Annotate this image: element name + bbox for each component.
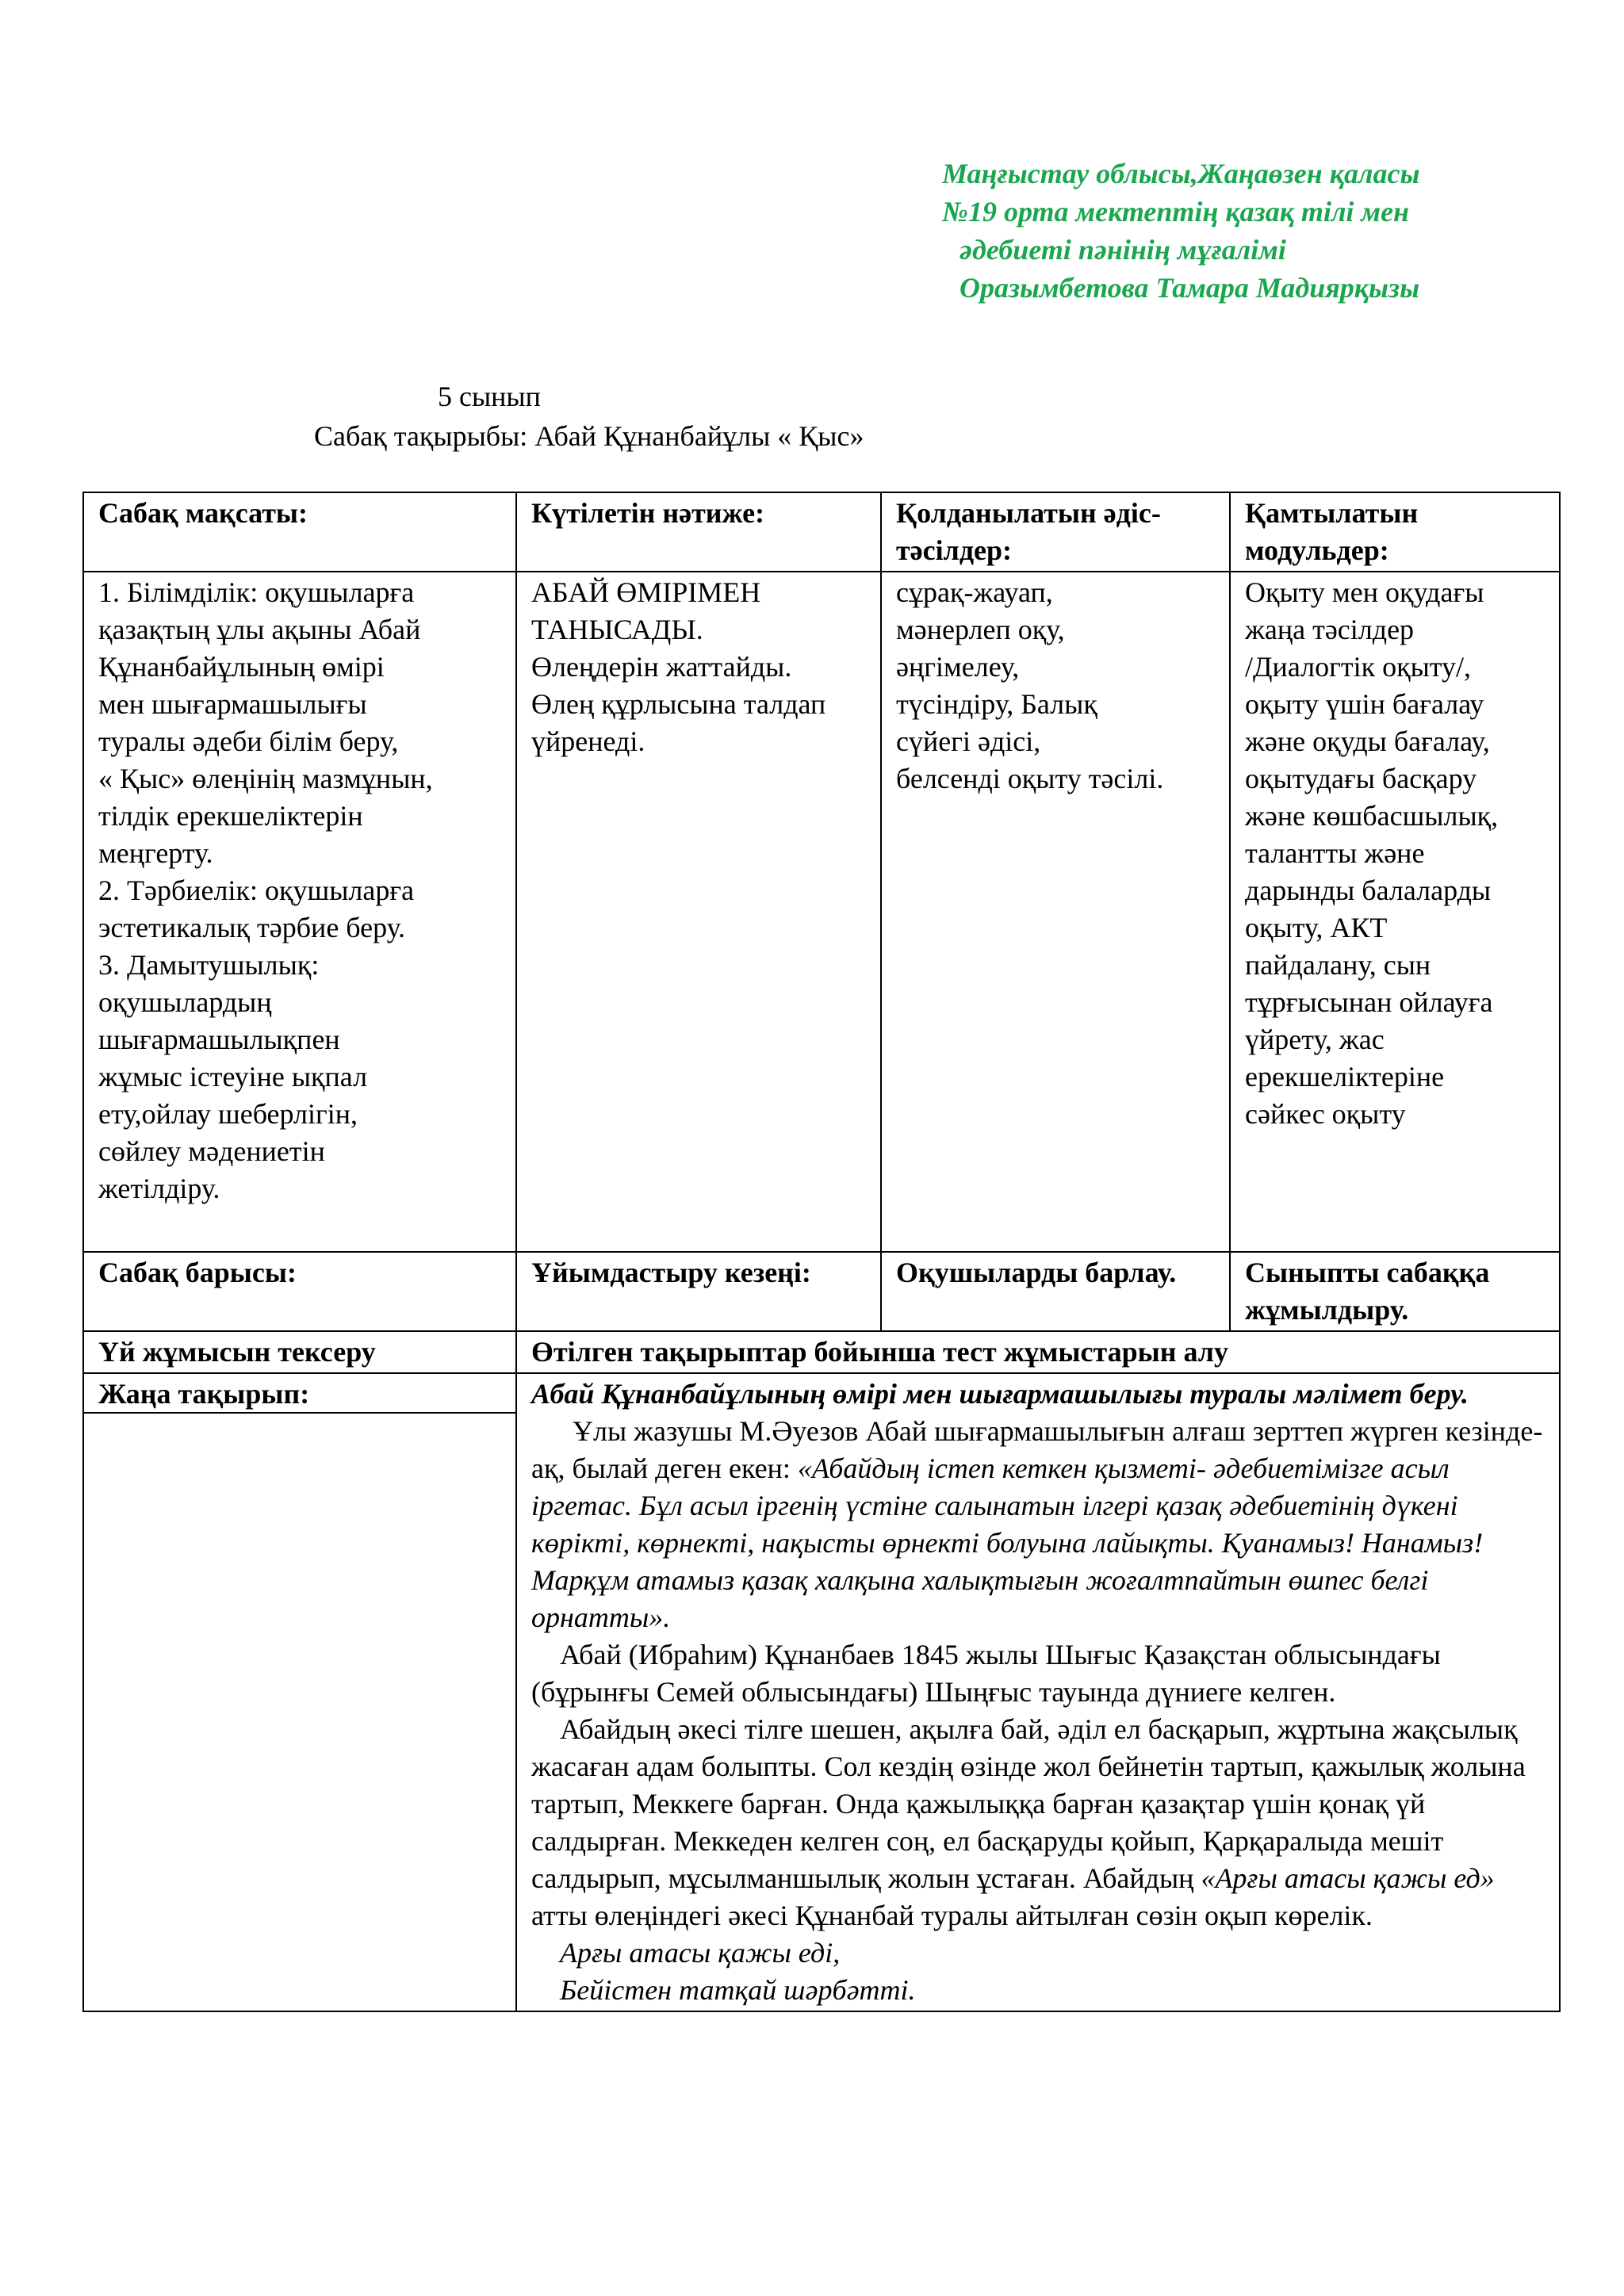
goal-line: 1. Білімділік: оқушыларға [98, 576, 415, 608]
goal-line: жетілдіру. [98, 1173, 220, 1204]
homework-text: Өтілген тақырыптар бойынша тест жұмыстарын алу [516, 1331, 1560, 1373]
goal-line: 2. Тәрбиелік: оқушыларға [98, 874, 415, 906]
goal-line: шығармашылықпен [98, 1024, 340, 1055]
module-line: ерекшеліктеріне [1245, 1061, 1445, 1093]
homework-label: Үй жұмысын тексеру [83, 1331, 516, 1373]
goal-line: « Қыс» өлеңінің мазмұнын, [98, 763, 433, 794]
lesson-topic: Сабақ тақырыбы: Абай Құнанбайұлы « Қыс» [314, 420, 864, 452]
header-modules: Қамтылатын модульдер: [1230, 492, 1560, 572]
author-header [942, 155, 1576, 307]
goal-line: Құнанбайұлының өмірі [98, 651, 385, 683]
module-line: үйрету, жас [1245, 1024, 1385, 1055]
result-line: Өлең құрлысына талдап [531, 688, 826, 720]
module-line: /Диалогтік оқыту/, [1245, 651, 1472, 683]
new-topic-content [516, 1373, 1560, 2011]
new-topic-label: Жаңа тақырып: [84, 1374, 515, 1414]
paragraph-father-text: Абайдың әкесі тілге шешен, ақылға бай, әділ ел басқарып, жұртына жақсылық жасаған адам болыпты. Сол кездің өзінде жол бейнетін тартып, қажылық жолына тартып, Меккеге барған. Онда қажылыққа барған қазақтар үшін қонақ үй салдырған. Меккеден келген соң, ел басқаруды қойып, Қарқаралыда мешіт салдырып, мұсылманшылық жолын ұстаған. Абайдың [531, 1713, 1526, 1894]
goals-cell [83, 572, 516, 1252]
poem-title: «Арғы атасы қажы ед» [1201, 1862, 1495, 1894]
module-line: дарынды балаларды [1245, 874, 1492, 906]
goal-line: туралы әдеби білім беру, [98, 725, 399, 757]
method-line: сұрақ-жауап, [896, 576, 1053, 608]
result-line: ТАНЫСАДЫ. [531, 614, 703, 645]
verse-line: Арғы атасы қажы еді, [560, 1937, 841, 1969]
homework-row [83, 1331, 1560, 1373]
method-line: белсенді оқыту тәсілі. [896, 763, 1164, 794]
goal-line: жұмыс істеуіне ықпал [98, 1061, 368, 1093]
header-line-teacher: Оразымбетова Тамара Мадиярқызы [959, 272, 1420, 304]
module-line: және оқуды бағалау, [1245, 725, 1490, 757]
module-line: оқытудағы басқару [1245, 763, 1477, 794]
module-line: жаңа тәсілдер [1245, 614, 1415, 645]
verse-line: Бейістен татқай шәрбәтті. [560, 1974, 916, 2006]
new-topic-row [83, 1373, 1560, 2011]
paragraph-auezov-text: Ұлы жазушы М.Әуезов Абай шығармашылығын алғаш зерттеп жүрген кезінде-ақ, былай деген екен: [531, 1415, 1543, 1484]
goal-line: тілдік ерекшеліктерін [98, 800, 363, 832]
module-line: тұрғысынан ойлауға [1245, 986, 1493, 1018]
goal-line: сөйлеу мәдениетін [98, 1135, 325, 1167]
modules-cell [1230, 572, 1560, 1252]
course-organization: Ұйымдастыру кезеңі: [516, 1252, 881, 1331]
paragraph-birth: Абай (Ибраһим) Құнанбаев 1845 жылы Шығыс Қазақстан облысындағы (бұрынғы Семей облысындағы) Шыңғыс тауында дүниеге келген. [531, 1639, 1441, 1708]
header-methods: Қолданылатын әдіс-тәсілдер: [881, 492, 1230, 572]
method-line: әңгімелеу, [896, 651, 1020, 683]
table-header-row [83, 492, 1560, 572]
header-line-region: Маңғыстау облысы,Жаңаөзен қаласы [942, 158, 1420, 189]
table-content-row [83, 572, 1560, 1252]
course-survey: Оқушыларды барлау. [881, 1252, 1230, 1331]
header-goals: Сабақ мақсаты: [83, 492, 516, 572]
new-topic-label-cell [83, 1373, 516, 2011]
header-line-subject: әдебиеті пәнінің мұғалімі [959, 234, 1286, 266]
result-line: Өлеңдерін жаттайды. [531, 651, 792, 683]
method-line: сүйегі әдісі, [896, 725, 1041, 757]
goal-line: ету,ойлау шеберлігін, [98, 1098, 358, 1130]
results-cell [516, 572, 881, 1252]
module-line: оқыту, АКТ [1245, 912, 1388, 943]
module-line: оқыту үшін бағалау [1245, 688, 1484, 720]
goal-line: мен шығармашылығы [98, 688, 367, 720]
paragraph-father-end: атты өлеңіндегі әкесі Құнанбай туралы айтылған сөзін оқып көрелік. [531, 1900, 1373, 1931]
module-line: және көшбасшылық, [1245, 800, 1499, 832]
paragraph-father [531, 1711, 1545, 1934]
goal-line: 3. Дамытушылық: [98, 949, 320, 981]
module-line: сәйкес оқыту [1245, 1098, 1406, 1130]
method-line: мәнерлеп оқу, [896, 614, 1065, 645]
method-line: түсіндіру, Балық [896, 688, 1097, 720]
header-line-school: №19 орта мектептің қазақ тілі мен [942, 196, 1410, 228]
module-line: Оқыту мен оқудағы [1245, 576, 1484, 608]
lesson-plan-table [82, 492, 1561, 2012]
result-line: АБАЙ ӨМІРІМЕН [531, 576, 761, 608]
goal-line: меңгерту. [98, 837, 213, 869]
goal-line: оқушылардың [98, 986, 272, 1018]
course-row [83, 1252, 1560, 1331]
goal-line: эстетикалық тәрбие беру. [98, 912, 406, 943]
auezov-quote: «Абайдың істеп кеткен қызметі- әдебиетімізге асыл іргетас. Бұл асыл іргенің үстіне салынатын ілгері қазақ әдебиетінің дүкені көрікті, көрнекті, нақысты өрнекті болуына лайықты. Қуанамыз! Нанамыз! Марқұм атамыз қазақ халқына халықтығын жоғалтпайтын өшпес белгі орнатты». [531, 1452, 1484, 1633]
module-line: талантты және [1245, 837, 1425, 869]
header-results: Күтілетін нәтиже: [516, 492, 881, 572]
grade-label: 5 сынып [438, 381, 541, 412]
module-line: пайдалану, сын [1245, 949, 1431, 981]
methods-cell [881, 572, 1230, 1252]
course-engagement: Сыныпты сабаққа жұмылдыру. [1230, 1252, 1560, 1331]
course-label: Сабақ барысы: [83, 1252, 516, 1331]
result-line: үйренеді. [531, 725, 645, 757]
goal-line: қазақтың ұлы ақыны Абай [98, 614, 421, 645]
paragraph-auezov [531, 1413, 1545, 1636]
new-topic-title: Абай Құнанбайұлының өмірі мен шығармашылығы туралы мәлімет беру. [531, 1378, 1469, 1410]
